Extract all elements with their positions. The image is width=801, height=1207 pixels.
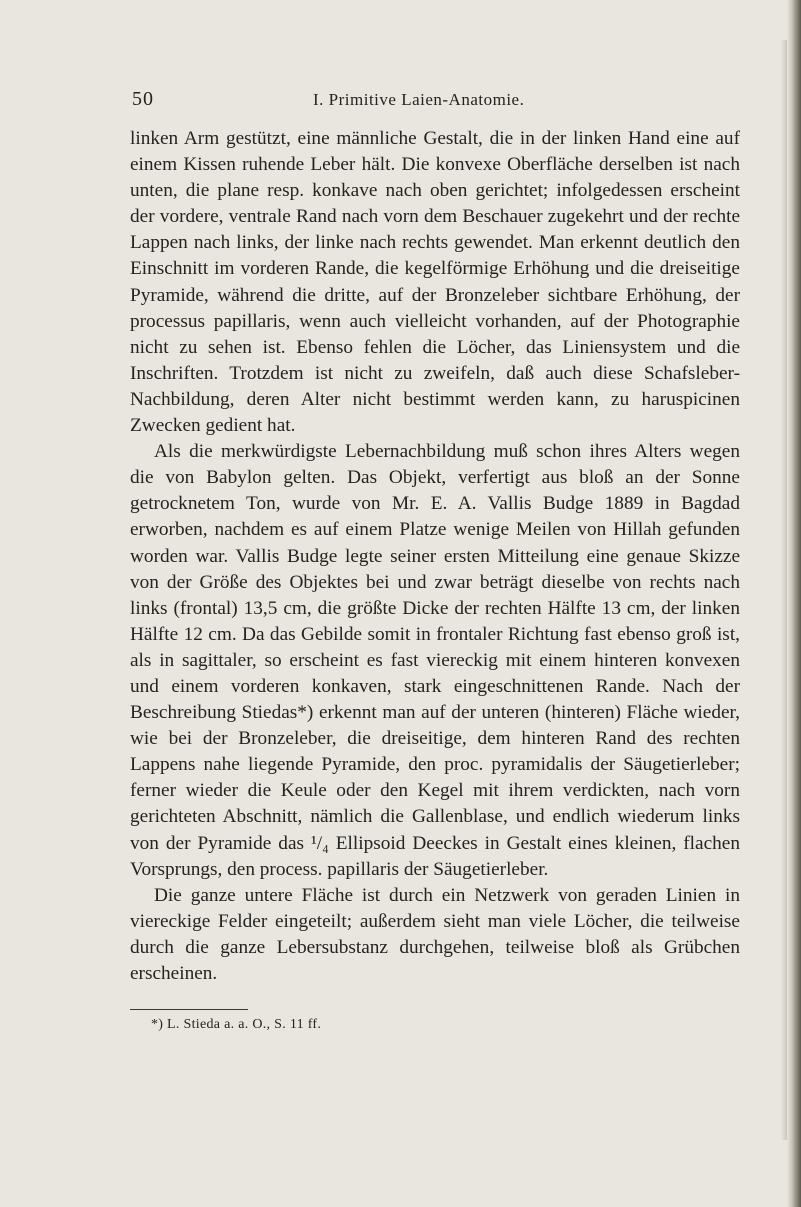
page-edge-shadow [787, 0, 801, 1207]
page-number: 50 [132, 88, 154, 110]
paragraph-2: Als die merkwürdigste Lebernachbildung muß schon ihres Alters wegen die von Babylon gelten. Das Objekt, verfertigt aus bloß an der Sonne getrocknetem Ton, wurde von Mr. E. A. Vallis Budge 1889 in Bagdad erworben, nachdem es auf einem Platze wenige Meilen von Hillah gefunden worden war. Vallis Budge legte seiner ersten Mitteilung eine genaue Skizze von der Größe des Objektes bei und zwar beträgt dieselbe von rechts nach links (frontal) 13,5 cm, die größte Dicke der rechten Hälfte 13 cm, der linken Hälfte 12 cm. Da das Gebilde somit in frontaler Richtung fast ebenso groß ist, als in sagittaler, so erscheint es fast viereckig mit einem hinteren konvexen und einem vorderen konkaven, stark eingeschnittenen Rande. Nach der Beschreibung Stiedas*) erkennt man auf der unteren (hinteren) Fläche wieder, wie bei der Bronzeleber, die dreiseitige, dem hinteren Rand des rechten Lappens nahe liegende Pyramide, den proc. pyramidalis der Säugetierleber; ferner wieder die Keule oder den Kegel mit ihrem verdickten, nach vorn gerichteten Abschnitt, nämlich die Gallenblase, und endlich wiederum links von der Pyramide das ¹/₄ Ellipsoid Deeckes in Gestalt eines kleinen, flachen Vorsprungs, den process. papillaris der Säugetierleber. [130, 441, 740, 880]
page-header [0, 88, 801, 114]
paragraph-3: Die ganze untere Fläche ist durch ein Netzwerk von geraden Linien in viereckige Felder eingeteilt; außerdem sieht man viele Löcher, die teilweise durch die ganze Lebersubstanz durchgehen, teilweise bloß als Grübchen erscheinen. [130, 884, 740, 984]
paragraph-1: linken Arm gestützt, eine männliche Gestalt, die in der linken Hand eine auf einem Kissen ruhende Leber hält. Die konvexe Oberfläche derselben ist nach unten, die plane resp. konkave nach oben gerichtet; infolgedessen erscheint der vordere, ventrale Rand nach vorn dem Beschauer zugekehrt und der rechte Lappen nach links, der linke nach rechts gewendet. Man erkennt deutlich den Einschnitt im vorderen Rande, die kegelförmige Erhöhung und die dreiseitige Pyramide, während die dritte, auf der Bronzeleber sichtbare Erhöhung, der processus papillaris, wenn auch vielleicht vorhanden, auf der Photographie nicht zu sehen ist. Ebenso fehlen die Löcher, das Liniensystem und die Inschriften. Trotzdem ist nicht zu zweifeln, daß auch diese Schafsleber-Nachbildung, deren Alter nicht bestimmt werden kann, zu haruspicinen Zwecken gedient hat. [130, 128, 740, 437]
footnote: *) L. Stieda a. a. O., S. 11 ff. [151, 1017, 322, 1032]
binding-shadow [781, 40, 787, 1140]
running-head: I. Primitive Laien-Anatomie. [313, 90, 525, 109]
body-text [130, 126, 740, 987]
footnote-rule [130, 1009, 248, 1010]
